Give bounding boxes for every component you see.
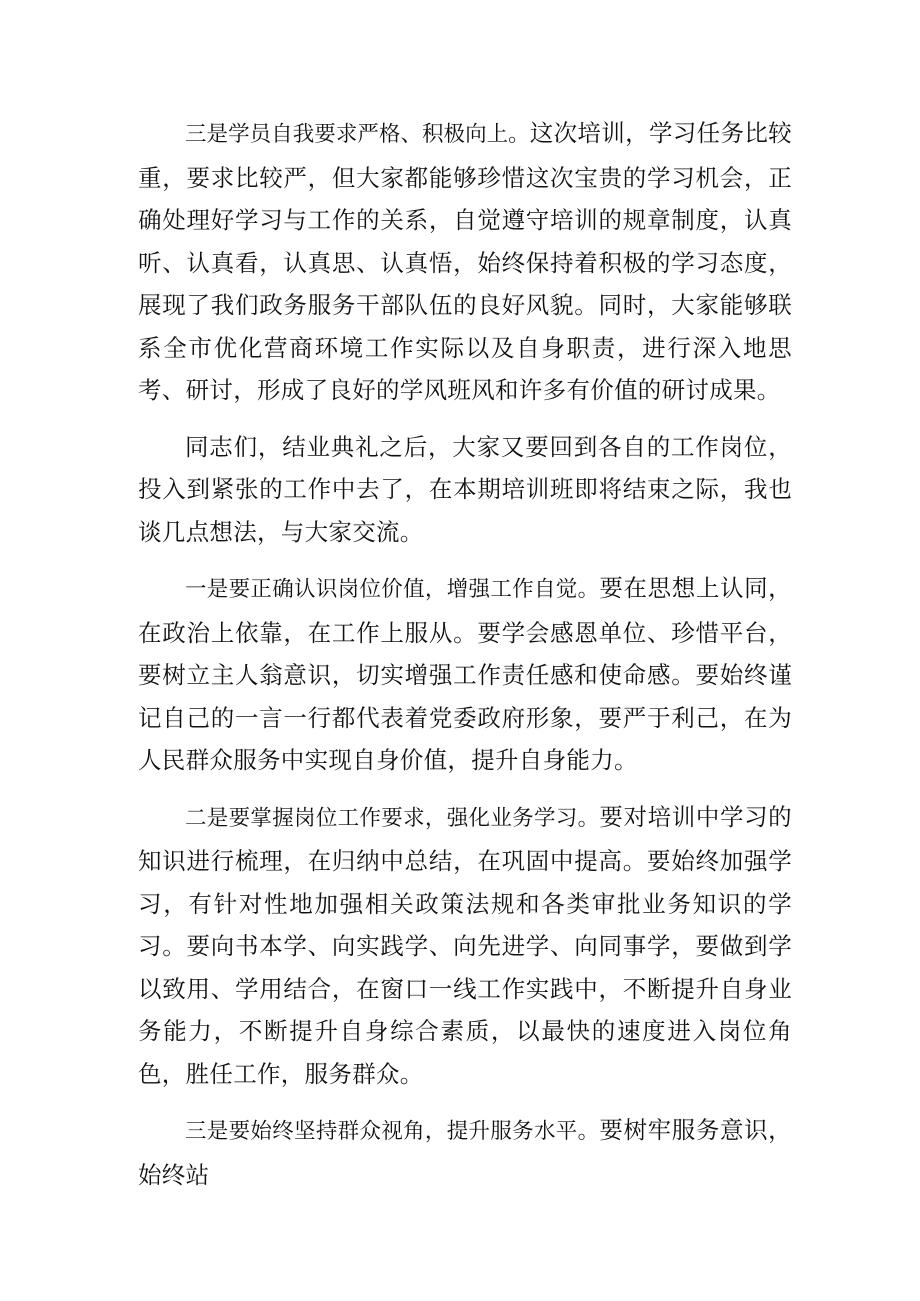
paragraph-transition	[138, 426, 792, 554]
paragraph-body: 同志们，结业典礼之后，大家又要回到各自的工作岗位，投入到紧张的工作中去了，在本期培训班即将结束之际，我也谈几点想法，与大家交流。	[138, 432, 792, 546]
paragraph-lead: 三是学员自我要求严格、积极向上。	[185, 122, 530, 147]
paragraph-body: 这次培训，学习任务比较重，要求比较严，但大家都能够珍惜这次宝贵的学习机会，正确处理好学习与工作的关系，自觉遵守培训的规章制度，认真听、认真看，认真思、认真悟，始终保持着积极的学习态度，展现了我们政务服务干部队伍的良好风貌。同时，大家能够联系全市优化营商环境工作实际以及自身职责，进行深入地思考、研讨，形成了良好的学风班风和许多有价值的研讨成果。	[138, 119, 792, 404]
paragraph-point-one	[138, 567, 792, 782]
paragraph-trainee-attitude	[138, 112, 792, 412]
paragraph-body: 要对培训中学习的知识进行梳理，在归纳中总结，在巩固中提高。要始终加强学习，有针对性地加强相关政策法规和各类审批业务知识的学习。要向书本学、向实践学、向先进学、向同事学，要做到学以致用、学用结合，在窗口一线工作实践中，不断提升自身业务能力，不断提升自身综合素质，以最快的速度进入岗位角色，胜任工作，服务群众。	[138, 802, 792, 1088]
paragraph-lead: 一是要正确认识岗位价值，增强工作自觉。	[185, 577, 600, 602]
paragraph-point-two	[138, 796, 792, 1096]
paragraph-point-three	[138, 1109, 792, 1196]
paragraph-body: 要树牢服务意识，始终站	[138, 1116, 792, 1189]
paragraph-lead: 二是要掌握岗位工作要求，强化业务学习。	[185, 805, 600, 831]
paragraph-body: 要在思想上认同，在政治上依靠，在工作上服从。要学会感恩单位、珍惜平台，要树立主人翁意识，切实增强工作责任感和使命感。要始终谨记自己的一言一行都代表着党委政府形象，要严于利己，在为人民群众服务中实现自身价值，提升自身能力。	[138, 574, 792, 774]
document-page	[138, 112, 792, 1210]
paragraph-lead: 三是要始终坚持群众视角，提升服务水平。	[185, 1119, 600, 1144]
